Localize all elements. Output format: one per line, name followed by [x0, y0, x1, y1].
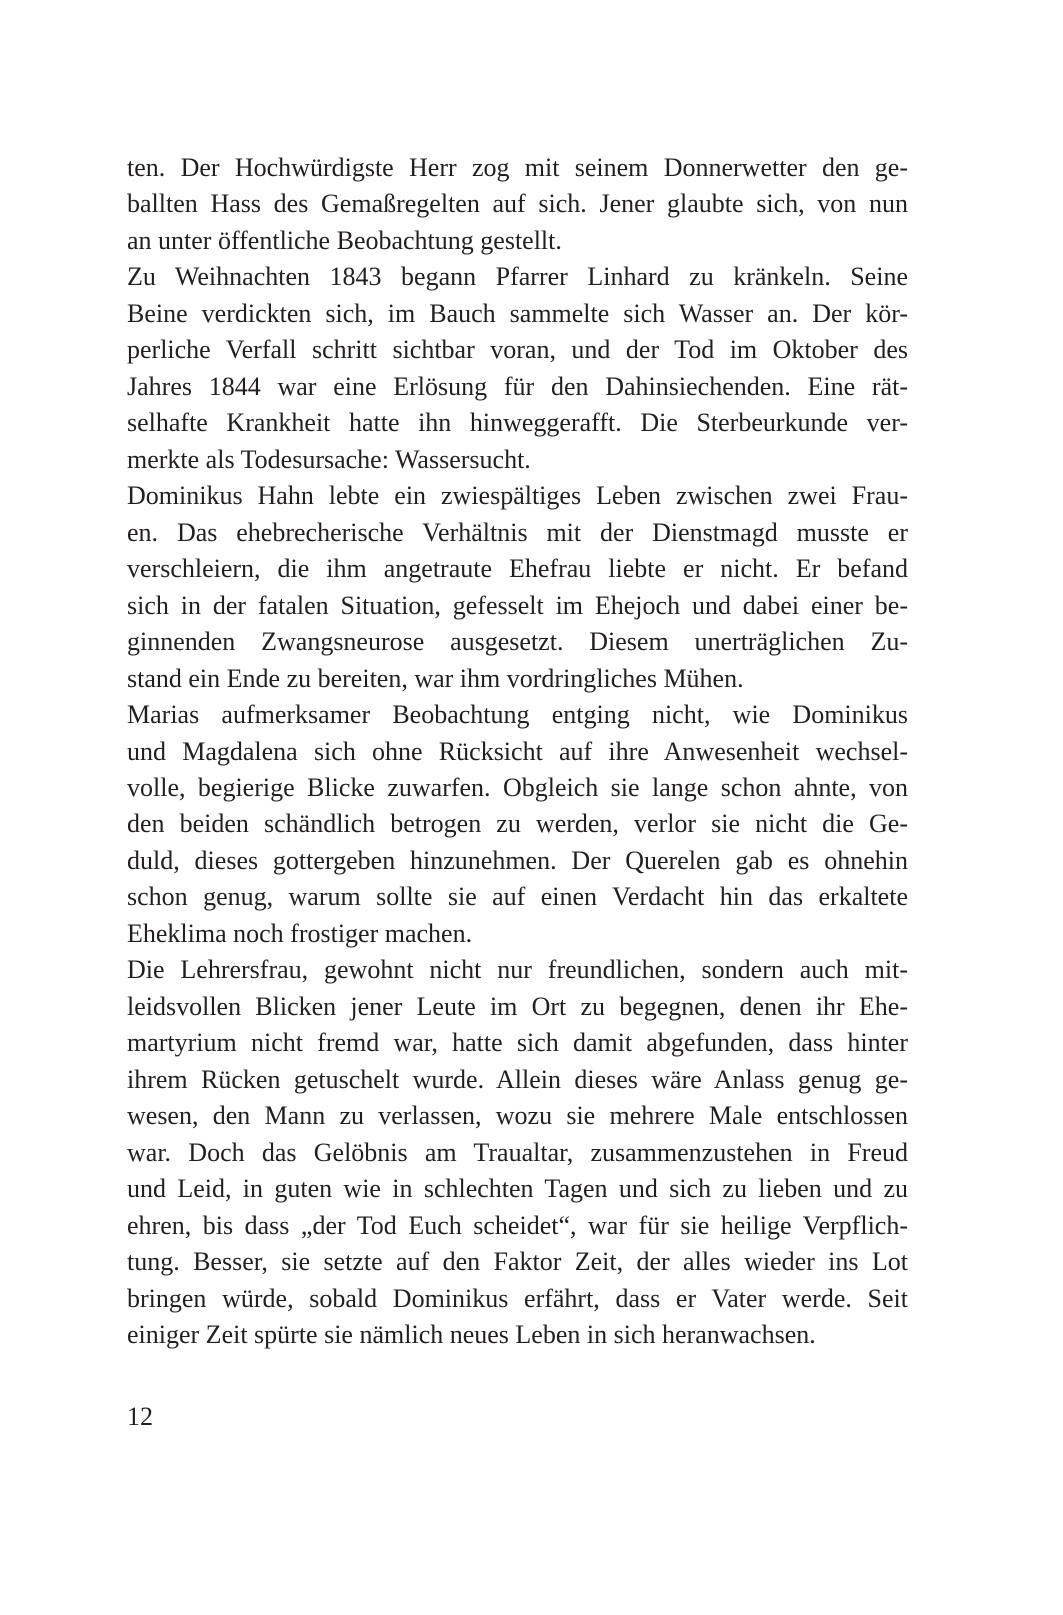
text-line: Zu Weihnachten 1843 begann Pfarrer Linhard zu kränkeln. Seine	[127, 262, 908, 292]
text-line: bringen würde, sobald Dominikus erfährt, dass er Vater werde. Seit	[127, 1283, 908, 1313]
text-line: ten. Der Hochwürdigste Herr zog mit seinem Donnerwetter den ge-	[127, 153, 908, 182]
text-line: martyrium nicht fremd war, hatte sich damit abgefunden, dass hinter	[127, 1028, 908, 1058]
paragraph	[127, 259, 908, 478]
text-line: war. Doch das Gelöbnis am Traualtar, zusammenzustehen in Freud	[127, 1137, 908, 1167]
text-line: Eheklima noch frostiger machen.	[127, 918, 473, 948]
paragraph	[127, 478, 908, 697]
text-line: verschleiern, die ihm angetraute Ehefrau liebte er nicht. Er befand	[127, 554, 908, 584]
text-line: Die Lehrersfrau, gewohnt nicht nur freundlichen, sondern auch mit-	[127, 955, 908, 985]
book-page-text	[127, 150, 908, 1353]
text-line: merkte als Todesursache: Wassersucht.	[127, 444, 531, 474]
text-line: Dominikus Hahn lebte ein zwiespältiges Leben zwischen zwei Frau-	[127, 481, 908, 511]
text-line: ballten Hass des Gemaßregelten auf sich. Jener glaubte sich, von nun	[127, 189, 908, 219]
text-line: volle, begierige Blicke zuwarfen. Obgleich sie lange schon ahnte, von	[127, 772, 908, 802]
text-line: einiger Zeit spürte sie nämlich neues Leben in sich heranwachsen.	[127, 1320, 816, 1349]
text-line: und Magdalena sich ohne Rücksicht auf ihre Anwesenheit wechsel-	[127, 736, 908, 766]
text-line: sich in der fatalen Situation, gefesselt im Ehejoch und dabei einer be-	[127, 590, 908, 620]
page-number: 12	[127, 1402, 153, 1431]
text-line: duld, dieses gottergeben hinzunehmen. Der Querelen gab es ohnehin	[127, 845, 908, 875]
text-line: Beine verdickten sich, im Bauch sammelte sich Wasser an. Der kör-	[127, 298, 908, 328]
text-line: perliche Verfall schritt sichtbar voran, und der Tod im Oktober des	[127, 335, 908, 365]
paragraph	[127, 697, 908, 952]
paragraph	[127, 150, 908, 259]
text-line: schon genug, warum sollte sie auf einen Verdacht hin das erkaltete	[127, 882, 908, 912]
text-line: ehren, bis dass „der Tod Euch scheidet“, war für sie heilige Verpflich-	[127, 1210, 908, 1240]
text-line: leidsvollen Blicken jener Leute im Ort zu begegnen, denen ihr Ehe-	[127, 991, 908, 1021]
text-line: wesen, den Mann zu verlassen, wozu sie mehrere Male entschlossen	[127, 1101, 908, 1131]
text-line: an unter öffentliche Beobachtung gestellt.	[127, 225, 562, 255]
text-line: tung. Besser, sie setzte auf den Faktor Zeit, der alles wieder ins Lot	[127, 1247, 908, 1277]
paragraph	[127, 952, 908, 1353]
text-line: ginnenden Zwangsneurose ausgesetzt. Diesem unerträglichen Zu-	[127, 627, 908, 657]
text-line: Marias aufmerksamer Beobachtung entging nicht, wie Dominikus	[127, 700, 908, 730]
text-line: ihrem Rücken getuschelt wurde. Allein dieses wäre Anlass genug ge-	[127, 1064, 908, 1094]
text-line: den beiden schändlich betrogen zu werden, verlor sie nicht die Ge-	[127, 809, 908, 839]
text-line: stand ein Ende zu bereiten, war ihm vordringliches Mühen.	[127, 663, 744, 693]
text-line: en. Das ehebrecherische Verhältnis mit der Dienstmagd musste er	[127, 517, 908, 547]
text-line: selhafte Krankheit hatte ihn hinweggerafft. Die Sterbeurkunde ver-	[127, 408, 908, 438]
text-line: Jahres 1844 war eine Erlösung für den Dahinsiechenden. Eine rät-	[127, 371, 908, 401]
text-line: und Leid, in guten wie in schlechten Tagen und sich zu lieben und zu	[127, 1174, 908, 1204]
